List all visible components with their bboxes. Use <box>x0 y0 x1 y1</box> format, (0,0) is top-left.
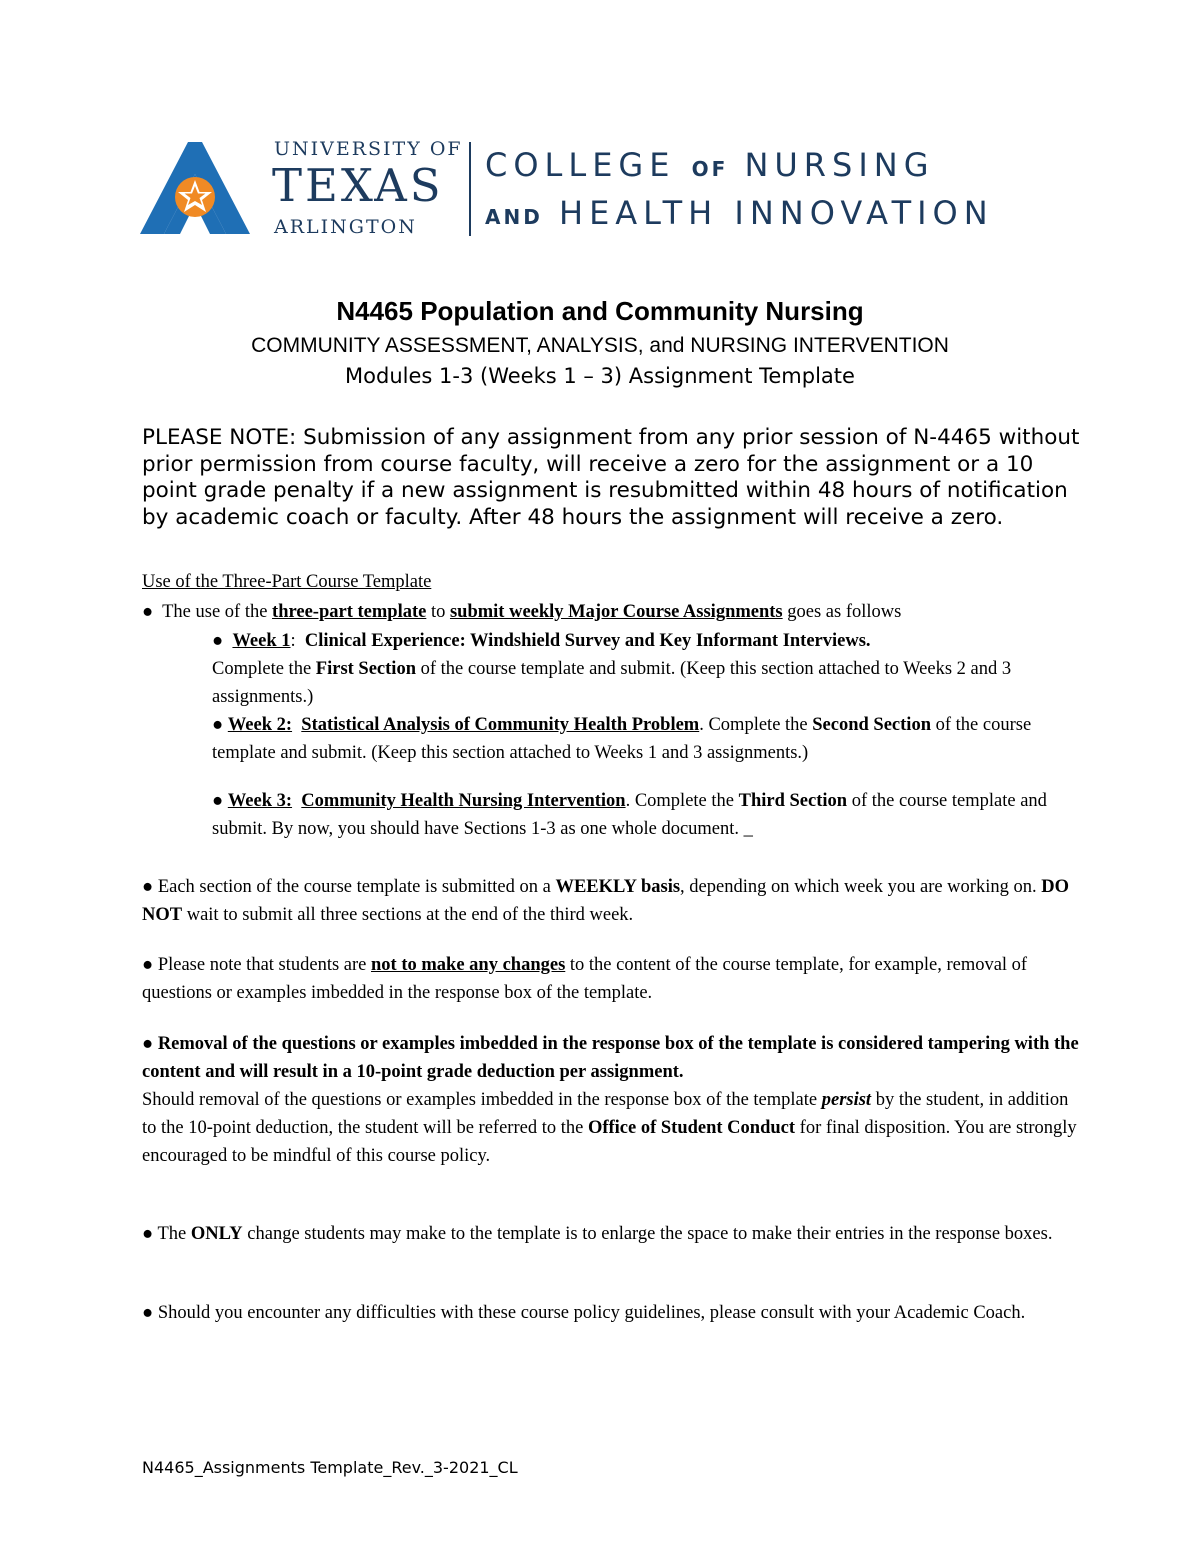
page-footer: N4465_Assignments Template_Rev._3-2021_CL <box>142 1458 518 1477</box>
logo-arlington: ARLINGTON <box>274 216 417 238</box>
bullet-icon: ● <box>212 715 224 735</box>
bullet-icon: ● <box>142 955 154 975</box>
logo-university-of: UNIVERSITY OF <box>274 138 463 160</box>
help-paragraph: ● Should you encounter any difficulties with these course policy guidelines, please consult with your Academic Coach. <box>142 1303 1026 1323</box>
logo-divider <box>469 142 471 236</box>
bullet-icon: ● <box>142 1303 154 1323</box>
no-changes-paragraph: ● Please note that students are not to make any changes to the content of the course template, for example, removal of questions or examples imbedded in the response box of the template. <box>142 955 1028 1003</box>
bullet-icon: ● <box>142 1224 154 1244</box>
course-subtitle: COMMUNITY ASSESSMENT, ANALYSIS, and NURSING INTERVENTION <box>251 334 949 357</box>
bullet-icon: ● <box>142 602 154 622</box>
bullet-icon: ● <box>212 791 224 811</box>
logo-texas: TEXAS <box>272 159 444 212</box>
course-title: N4465 Population and Community Nursing <box>336 296 864 326</box>
modules-heading: Modules 1-3 (Weeks 1 – 3) Assignment Template <box>345 364 855 388</box>
uta-logo <box>140 138 1065 238</box>
bullet-icon: ● <box>142 1034 154 1054</box>
uta-a-star-icon <box>140 142 250 234</box>
section-heading: Use of the Three-Part Course Template <box>142 572 432 592</box>
week2-item: ● Week 2: Statistical Analysis of Community Health Problem. Complete the Second Section of the course template and submit. (Keep this section attached to Weeks 1 and 3 assignments.) <box>212 715 1032 763</box>
removal-paragraph: ● Removal of the questions or examples imbedded in the response box of the template is considered tampering with the content and will result in a 10-point grade deduction per assignment. Should removal of the questions or examples imbedded in the response box of the template persist by the student, in addition to the 10-point deduction, the student will be referred to the Office of Student Conduct for final disposition. You are strongly encouraged to be mindful of this course policy. <box>142 1034 1079 1166</box>
bullet-icon: ● <box>142 877 154 897</box>
logo-college-line: COLLEGE OF NURSING <box>485 146 935 184</box>
please-note-paragraph: PLEASE NOTE: Submission of any assignment from any prior session of N-4465 without prior permission from course faculty, will receive a zero for the assignment or a 10 point grade penalty if a new assignment is resubmitted within 48 hours of notification by academic coach or faculty. After 48 hours the assignment will receive a zero. <box>142 425 1080 530</box>
week1-item: ● Week 1: Clinical Experience: Windshield Survey and Key Informant Interviews. Complete the First Section of the course template and submit. (Keep this section attached to Weeks 2 and 3 assignments.) <box>212 631 1012 707</box>
only-change-paragraph: ● The ONLY change students may make to the template is to enlarge the space to make their entries in the response boxes. <box>142 1224 1053 1244</box>
logo-health-line: AND HEALTH INNOVATION <box>485 194 994 232</box>
intro-bullet: ● The use of the three-part template to submit weekly Major Course Assignments goes as follows <box>142 602 902 622</box>
week3-item: ● Week 3: Community Health Nursing Intervention. Complete the Third Section of the course template and submit. By now, you should have Sections 1-3 as one whole document. _ <box>212 791 1047 839</box>
weekly-basis-paragraph: ● Each section of the course template is submitted on a WEEKLY basis, depending on which week you are working on. DO NOT wait to submit all three sections at the end of the third week. <box>142 877 1069 925</box>
bullet-icon: ● <box>212 631 224 651</box>
